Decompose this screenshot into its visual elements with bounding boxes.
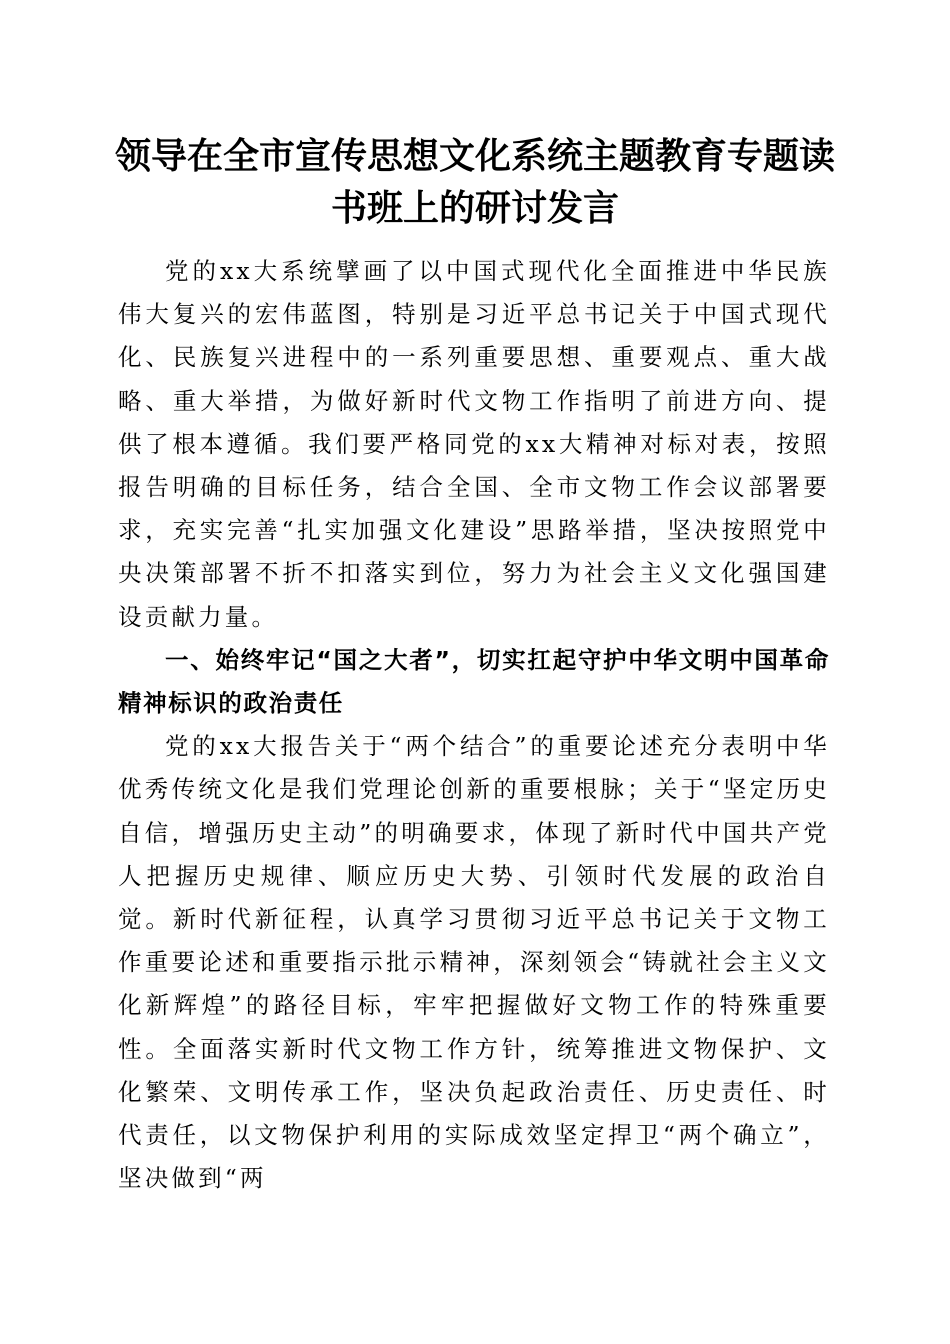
- document-title: 领导在全市宣传思想文化系统主题教育专题读书班上的研讨发言: [114, 135, 835, 229]
- section-heading-one: 一、始终牢记“国之大者”，切实扛起守护中华文明中国革命精神标识的政治责任: [118, 645, 830, 718]
- body-paragraph-intro: 党的xx大系统擘画了以中国式现代化全面推进中华民族伟大复兴的宏伟蓝图，特别是习近平总书记关于中国式现代化、民族复兴进程中的一系列重要思想、重要观点、重大战略、重大举措，为做好新时代文物工作指明了前进方向、提供了根本遵循。我们要严格同党的xx大精神对标对表，按照报告明确的目标任务，结合全国、全市文物工作会议部署要求，充实完善“扎实加强文化建设”思路举措，坚决按照党中央决策部署不折不扣落实到位，努力为社会主义文化强国建设贡献力量。: [118, 257, 830, 631]
- document-body: [118, 250, 830, 1200]
- body-paragraph-section-one: 党的xx大报告关于“两个结合”的重要论述充分表明中华优秀传统文化是我们党理论创新的重要根脉；关于“坚定历史自信，增强历史主动”的明确要求，体现了新时代中国共产党人把握历史规律、顺应历史大势、引领时代发展的政治自觉。新时代新征程，认真学习贯彻习近平总书记关于文物工作重要论述和重要指示批示精神，深刻领会“铸就社会主义文化新辉煌”的路径目标，牢牢把握做好文物工作的特殊重要性。全面落实新时代文物工作方针，统筹推进文物保护、文化繁荣、文明传承工作，坚决负起政治责任、历史责任、时代责任，以文物保护利用的实际成效坚定捍卫“两个确立”，坚决做到“两: [118, 732, 830, 1193]
